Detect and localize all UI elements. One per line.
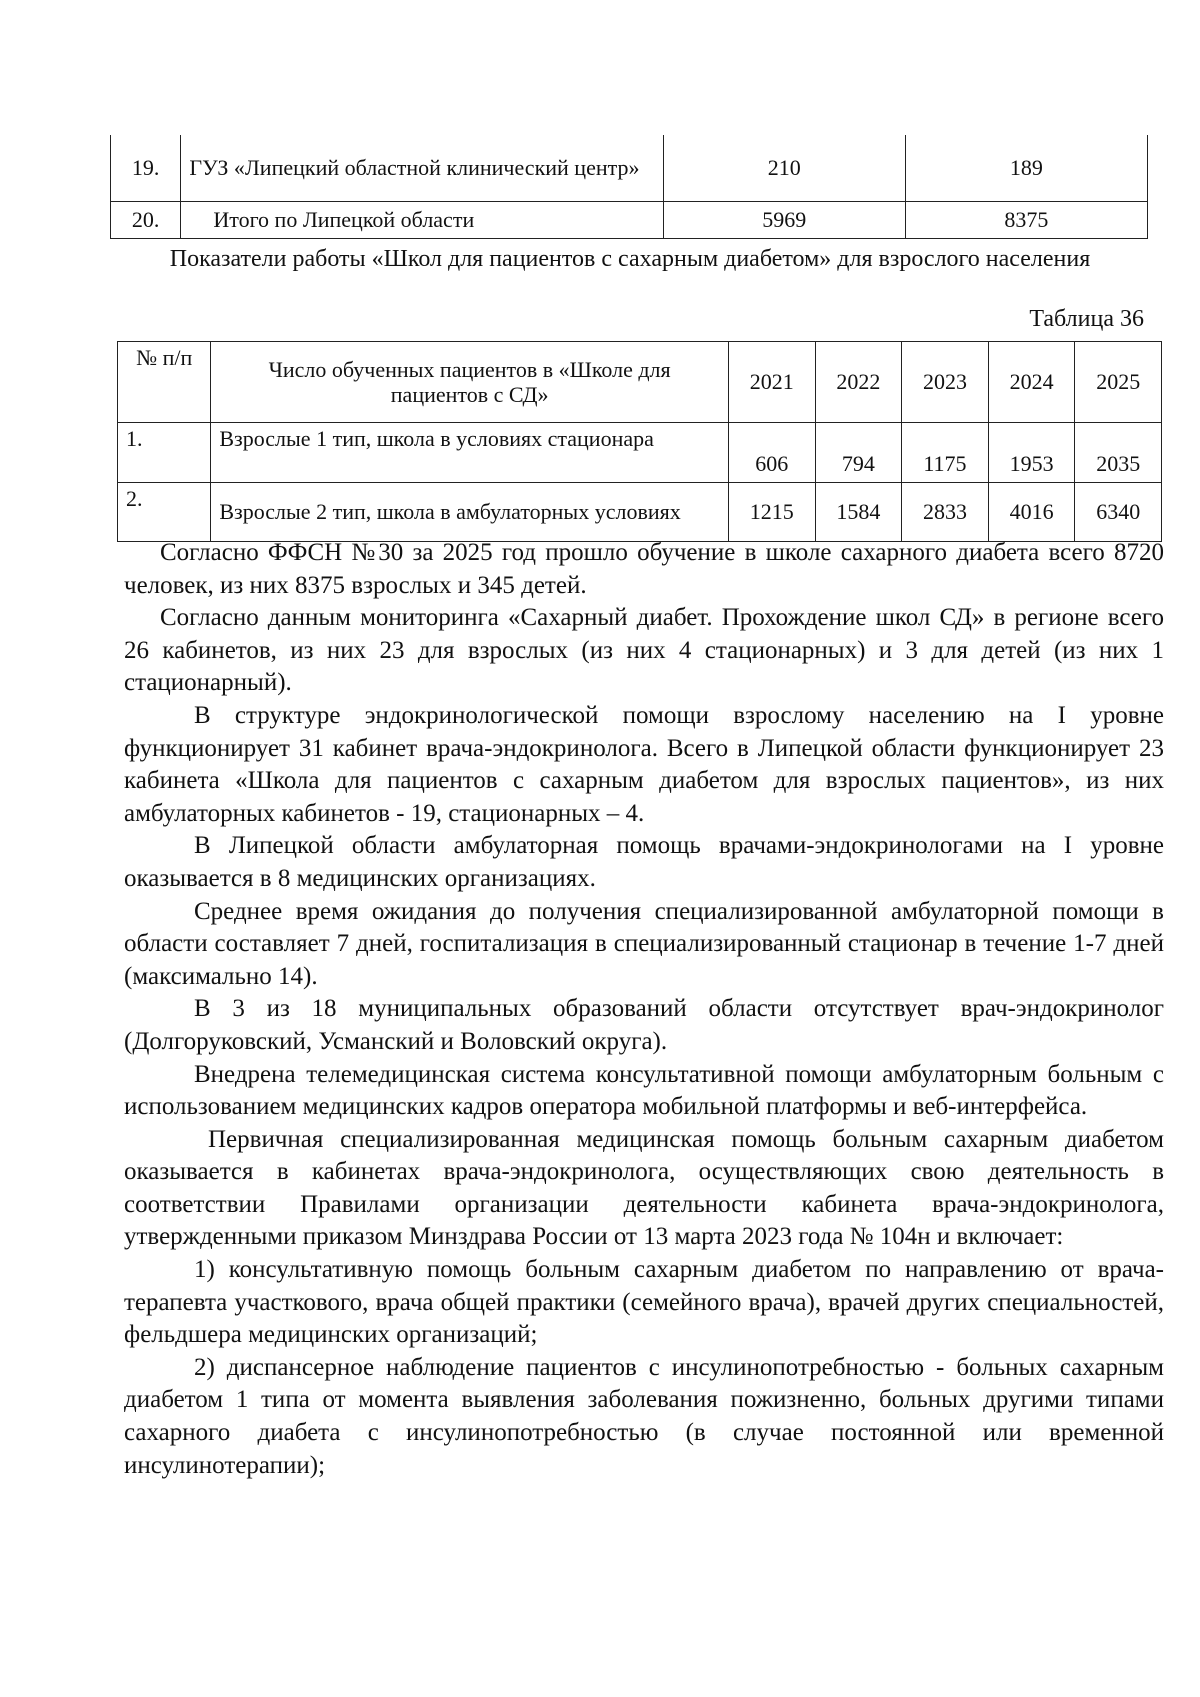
paragraph: Среднее время ожидания до получения специализированной амбулаторной помощи в области составляет 7 дней, госпитализация в специализированный стационар в течение 1-7 дней (максимально 14). <box>124 897 1164 990</box>
list-item: 1) консультативную помощь больным сахарным диабетом по направлению от врача-терапевта участкового, врача общей практики (семейного врача), врачей других специальностей, фельдшера медицинских организаций; <box>124 1256 1164 1349</box>
paragraph: Первичная специализированная медицинская помощь больным сахарным диабетом оказывается в кабинетах врача-эндокринолога, осуществляющих свою деятельность в соответствии Правилами организации деятельности кабинета врача-эндокринолога, утвержденными приказом Минздрава России от 13 марта 2023 года № 104н и включает: <box>124 1125 1164 1251</box>
value-cell: 6340 <box>1075 483 1162 542</box>
value-cell: 2035 <box>1075 423 1162 483</box>
value-cell: 794 <box>815 423 902 483</box>
paragraph: В структуре эндокринологической помощи взрослому населению на I уровне функционирует 31 кабинет врача-эндокринолога. Всего в Липецкой области функционирует 23 кабинета «Школа для пациентов с сахарным диабетом для взрослых пациентов», из них амбулаторных кабинетов - 19, стационарных – 4. <box>124 701 1164 827</box>
table-caption: Показатели работы «Школ для пациентов с сахарным диабетом» для взрослого населения <box>169 246 1091 272</box>
table-row <box>118 483 1162 542</box>
paragraph: Согласно данным мониторинга «Сахарный диабет. Прохождение школ СД» в регионе всего 26 кабинетов, из них 23 для взрослых (из них 4 стационарных) и 3 для детей (из них 1 стационарный). <box>124 604 1164 697</box>
row-name: Взрослые 1 тип, школа в условиях стационара <box>211 423 729 483</box>
value-cell: 1584 <box>815 483 902 542</box>
row-number: 19. <box>111 135 181 202</box>
value-cell: 1175 <box>902 423 989 483</box>
row-name: Взрослые 2 тип, школа в амбулаторных условиях <box>211 483 729 542</box>
table-label: Таблица 36 <box>1029 306 1144 332</box>
body-text <box>124 537 1164 1482</box>
table-row <box>111 202 1148 239</box>
header-num: № п/п <box>118 342 211 423</box>
header-name: Число обученных пациентов в «Школе для пациентов с СД» <box>211 342 729 423</box>
table-row <box>118 423 1162 483</box>
list-item: 2) диспансерное наблюдение пациентов с инсулинопотребностью - больных сахарным диабетом 1 типа от момента выявления заболевания пожизненно, больных другими типами сахарного диабета с инсулинопотребностью (в случае постоянной или временной инсулинотерапии); <box>124 1353 1164 1479</box>
continued-table <box>110 135 1148 239</box>
row-number: 2. <box>118 483 211 542</box>
value-cell: 210 <box>663 135 905 202</box>
value-cell: 8375 <box>905 202 1147 239</box>
paragraph: В Липецкой области амбулаторная помощь врачами-эндокринологами на I уровне оказывается в 8 медицинских организациях. <box>124 832 1164 892</box>
value-cell: 2833 <box>902 483 989 542</box>
row-number: 20. <box>111 202 181 239</box>
row-number: 1. <box>118 423 211 483</box>
value-cell: 606 <box>728 423 815 483</box>
paragraph: Внедрена телемедицинская система консультативной помощи амбулаторным больным с использованием медицинских кадров оператора мобильной платформы и веб-интерфейса. <box>124 1060 1164 1121</box>
header-year: 2025 <box>1075 342 1162 423</box>
value-cell: 1953 <box>988 423 1075 483</box>
organization-name: ГУЗ «Липецкий областной клинический центр» <box>181 135 663 202</box>
header-year: 2024 <box>988 342 1075 423</box>
header-year: 2023 <box>902 342 989 423</box>
header-year: 2021 <box>728 342 815 423</box>
value-cell: 5969 <box>663 202 905 239</box>
value-cell: 1215 <box>728 483 815 542</box>
schools-table <box>117 341 1162 542</box>
organization-name: Итого по Липецкой области <box>181 202 663 239</box>
value-cell: 189 <box>905 135 1147 202</box>
value-cell: 4016 <box>988 483 1075 542</box>
paragraph: Согласно ФФСН №30 за 2025 год прошло обучение в школе сахарного диабета всего 8720 человек, из них 8375 взрослых и 345 детей. <box>124 539 1164 599</box>
header-year: 2022 <box>815 342 902 423</box>
table-header-row <box>118 342 1162 423</box>
paragraph: В 3 из 18 муниципальных образований области отсутствует врач-эндокринолог (Долгоруковский, Усманский и Воловский округа). <box>124 995 1164 1055</box>
table-row <box>111 135 1148 202</box>
